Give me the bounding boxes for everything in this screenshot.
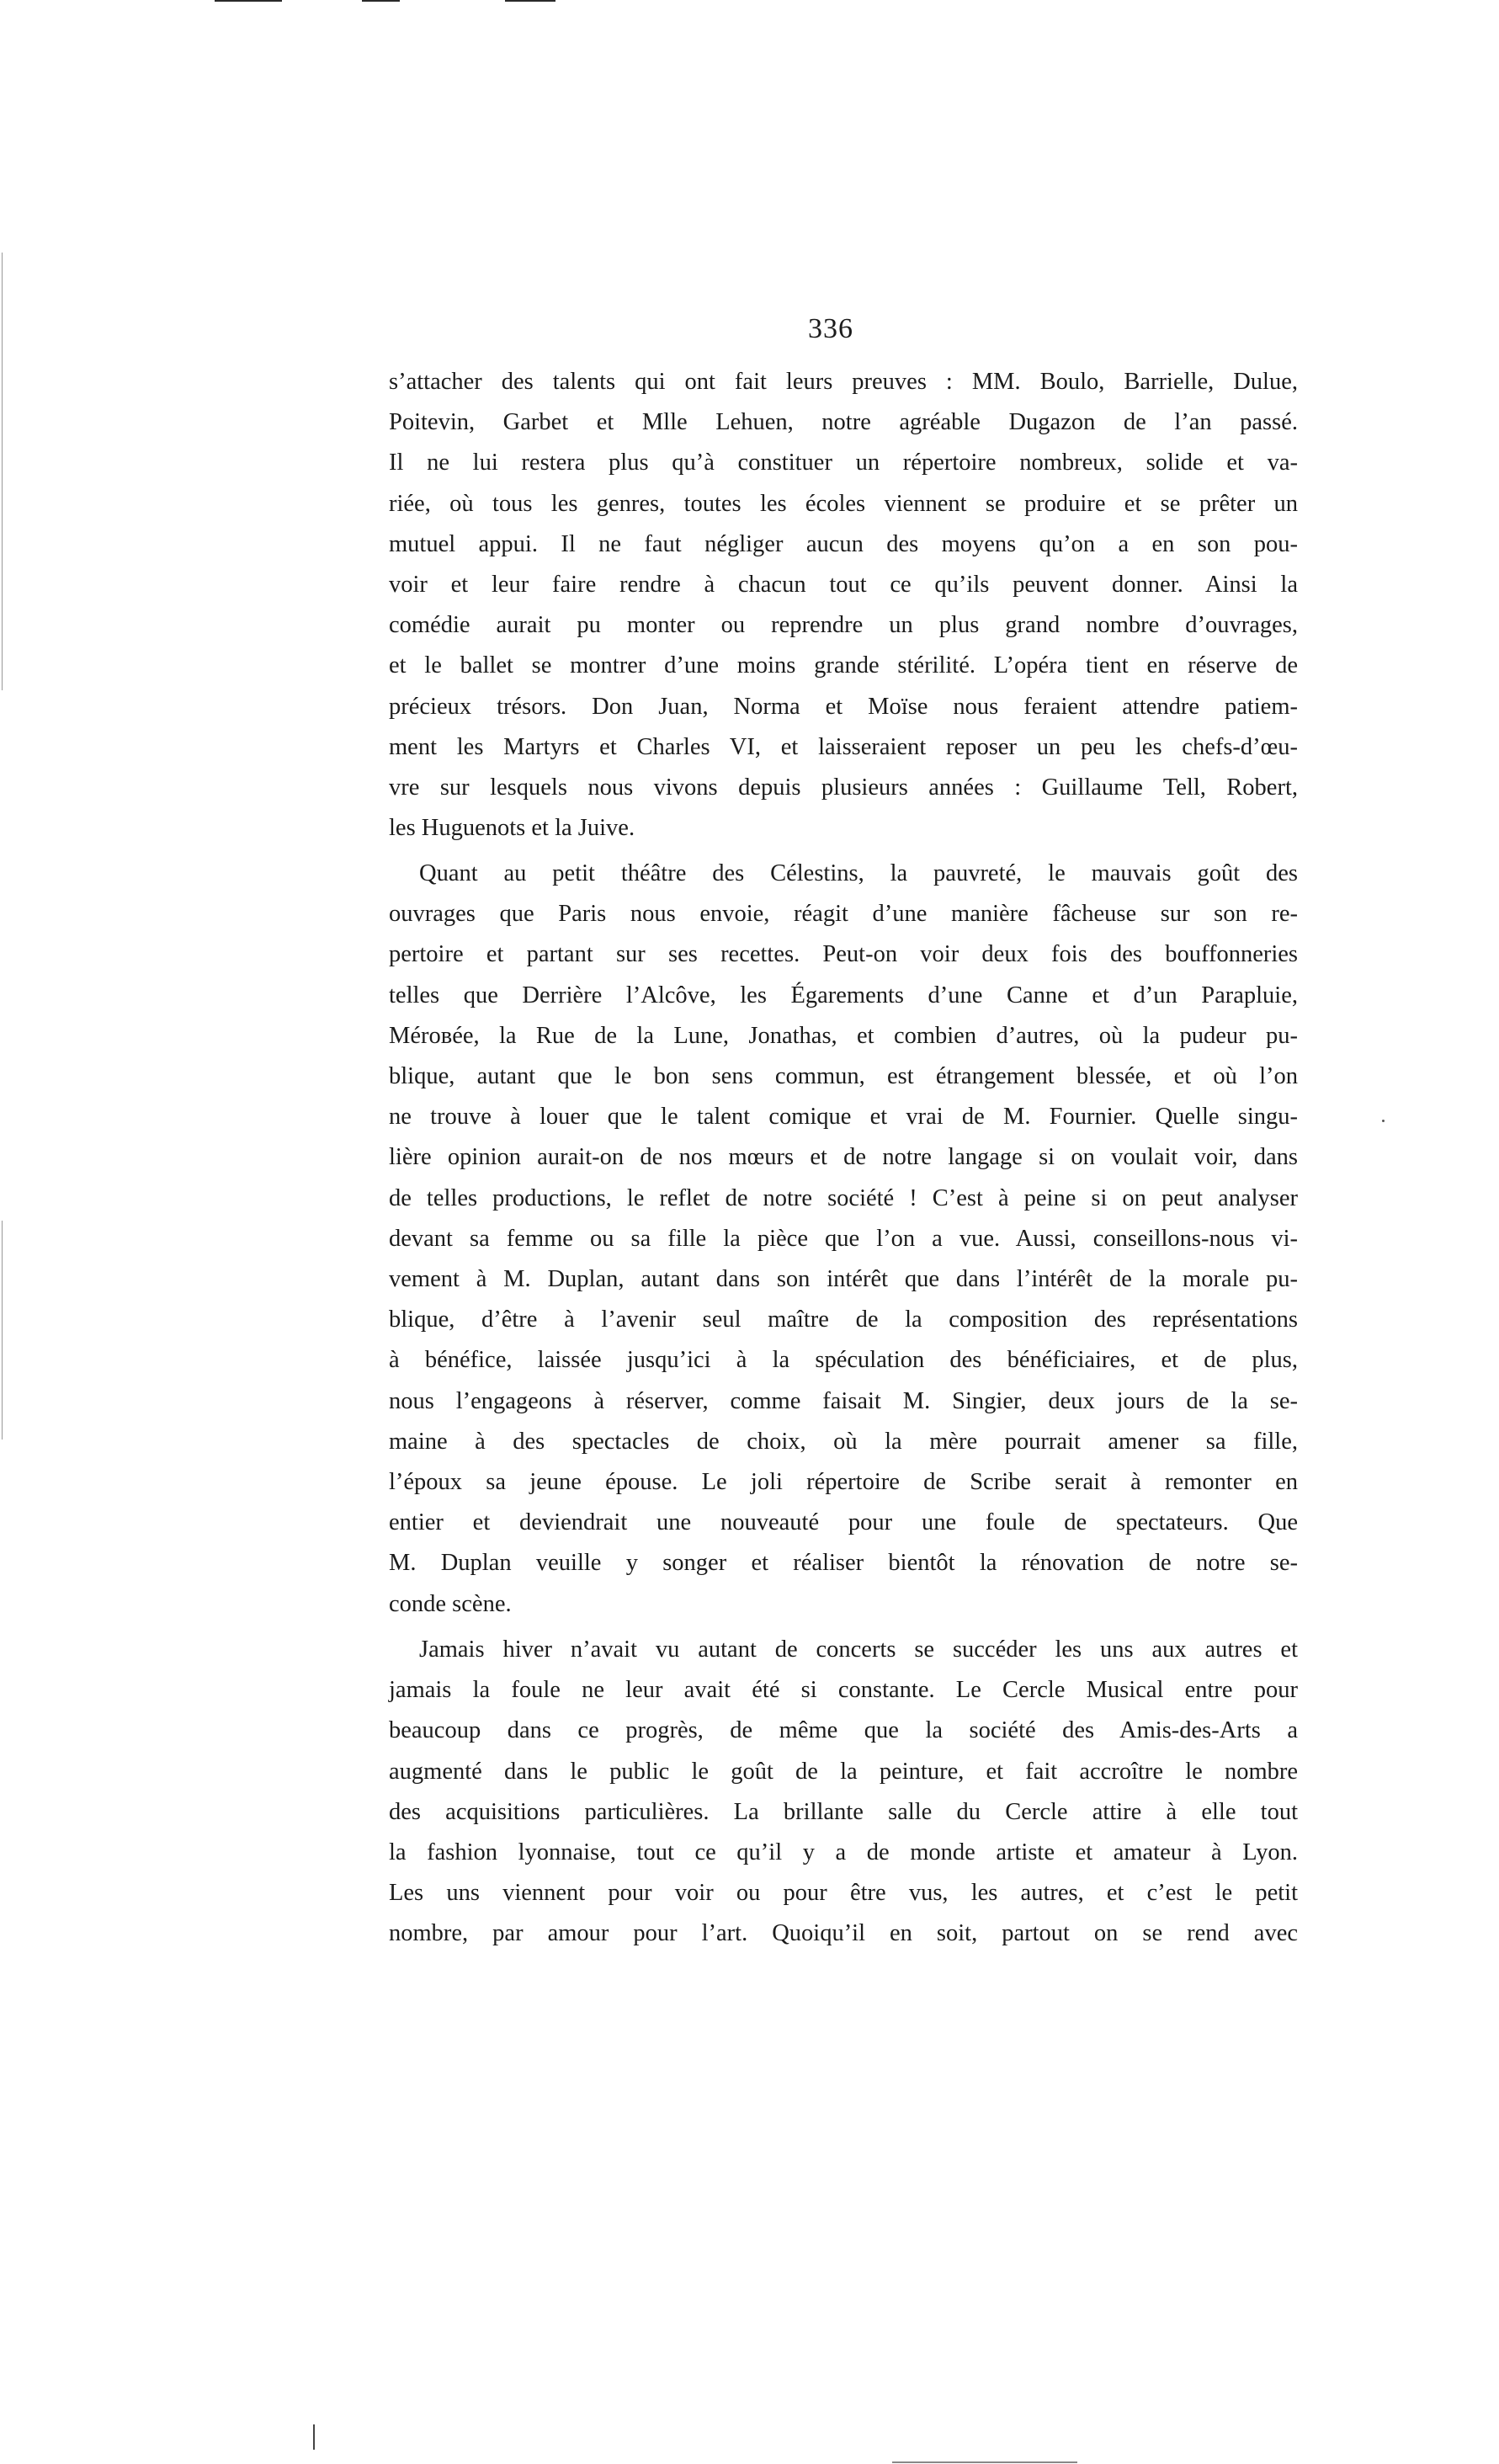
text-line: pertoire et partant sur ses recettes. Peut-on voir deux fois des bouffonneries — [389, 941, 1298, 968]
text-line: devant sa femme ou sa fille la pièce que l’on a vue. Aussi, conseillons-nous vi- — [389, 1225, 1298, 1252]
scan-edge-mark-left-2 — [2, 1221, 3, 1440]
text-line: vre sur lesquels nous vivons depuis plusieurs années : Guillaume Tell, Robert, — [389, 774, 1298, 801]
text-line: l’époux sa jeune épouse. Le joli répertoire de Scribe serait à remonter en — [389, 1469, 1298, 1496]
paragraph-2 — [389, 854, 1298, 1625]
scan-edge-mark-top-2 — [362, 0, 400, 2]
scan-speck — [1382, 1120, 1385, 1122]
text-line: ment les Martyrs et Charles VI, et laisseraient reposer un peu les chefs-d’œu- — [389, 733, 1298, 760]
text-line: blique, d’être à l’avenir seul maître de la composition des représentations — [389, 1307, 1298, 1333]
text-line: de telles productions, le reflet de notre société ! C’est à peine si on peut analyser — [389, 1184, 1298, 1211]
text-line: conde scène. — [389, 1590, 512, 1617]
text-line: beaucoup dans ce progrès, de même que la société des Amis-des-Arts a — [389, 1717, 1298, 1744]
text-line: la fashion lyonnaise, tout ce qu’il y a de monde artiste et amateur à Lyon. — [389, 1839, 1298, 1866]
text-line: lière opinion aurait-on de nos mœurs et de notre langage si on voulait voir, dans — [389, 1144, 1298, 1171]
text-line: à bénéfice, laissée jusqu’ici à la spéculation des bénéficiaires, et de plus, — [389, 1347, 1298, 1374]
text-line: Les uns viennent pour voir ou pour être vus, les autres, et c’est le petit — [389, 1880, 1298, 1907]
text-line: blique, autant que le bon sens commun, est étrangement blessée, et où l’on — [389, 1063, 1298, 1090]
text-line: et le ballet se montrer d’une moins grande stérilité. L’opéra tient en réserve de — [389, 652, 1298, 679]
text-line: M. Duplan veuille y songer et réaliser bientôt la rénovation de notre se- — [389, 1550, 1298, 1577]
text-line: voir et leur faire rendre à chacun tout ce qu’ils peuvent donner. Ainsi la — [389, 572, 1298, 599]
text-line: mutuel appui. Il ne faut négliger aucun des moyens qu’on a en son pou- — [389, 530, 1298, 557]
text-line: vement à M. Duplan, autant dans son intérêt que dans l’intérêt de la morale pu- — [389, 1266, 1298, 1293]
text-line: les Huguenots et la Juive. — [389, 815, 635, 842]
text-line: riée, où tous les genres, toutes les écoles viennent se produire et se prêter un — [389, 490, 1298, 517]
scan-edge-mark-bottom — [892, 2461, 1077, 2463]
scan-edge-mark-top-3 — [505, 0, 555, 2]
text-line: comédie aurait pu monter ou reprendre un plus grand nombre d’ouvrages, — [389, 612, 1298, 639]
scan-edge-mark-left — [2, 253, 3, 690]
text-line: Il ne lui restera plus qu’à constituer un répertoire nombreux, solide et va- — [389, 450, 1298, 476]
text-line: Méroвée, la Rue de la Lune, Jonathas, et combien d’autres, où la pudeur pu- — [389, 1022, 1298, 1049]
text-line: précieux trésors. Don Juan, Norma et Moïse nous feraient attendre patiem- — [389, 693, 1298, 720]
scan-edge-mark-bottom-left — [313, 2424, 315, 2450]
text-line: ouvrages que Paris nous envoie, réagit d’une manière fâcheuse sur son re- — [389, 901, 1298, 928]
text-line: des acquisitions particulières. La brillante salle du Cercle attire à elle tout — [389, 1798, 1298, 1825]
text-line: ne trouve à louer que le talent comique et vrai de M. Fournier. Quelle singu- — [389, 1104, 1298, 1131]
text-line: Jamais hiver n’avait vu autant de concerts se succéder les uns aux autres et — [419, 1636, 1298, 1663]
text-line: Quant au petit théâtre des Célestins, la pauvreté, le mauvais goût des — [419, 860, 1298, 886]
text-line: entier et deviendrait une nouveauté pour une foule de spectateurs. Que — [389, 1509, 1298, 1536]
paragraph-3 — [389, 1630, 1298, 1955]
text-line: jamais la foule ne leur avait été si constante. Le Cercle Musical entre pour — [389, 1677, 1298, 1704]
page-number: 336 — [808, 313, 853, 344]
text-line: telles que Derrière l’Alcôve, les Égarements d’une Canne et d’un Parapluie, — [389, 982, 1298, 1008]
text-line: s’attacher des talents qui ont fait leurs preuves : MM. Boulo, Barrielle, Dulue, — [389, 369, 1298, 395]
text-line: Poitevin, Garbet et Mlle Lehuen, notre agréable Dugazon de l’an passé. — [389, 409, 1298, 436]
text-line: nombre, par amour pour l’art. Quoiqu’il en soit, partout on se rend avec — [389, 1920, 1298, 1947]
text-line: augmenté dans le public le goût de la peinture, et fait accroître le nombre — [389, 1758, 1298, 1785]
paragraph-1 — [389, 362, 1298, 849]
scan-edge-mark-top — [215, 0, 282, 2]
text-line: nous l’engageons à réserver, comme faisait M. Singier, deux jours de la se- — [389, 1387, 1298, 1414]
text-line: maine à des spectacles de choix, où la mère pourrait amener sa fille, — [389, 1428, 1298, 1455]
